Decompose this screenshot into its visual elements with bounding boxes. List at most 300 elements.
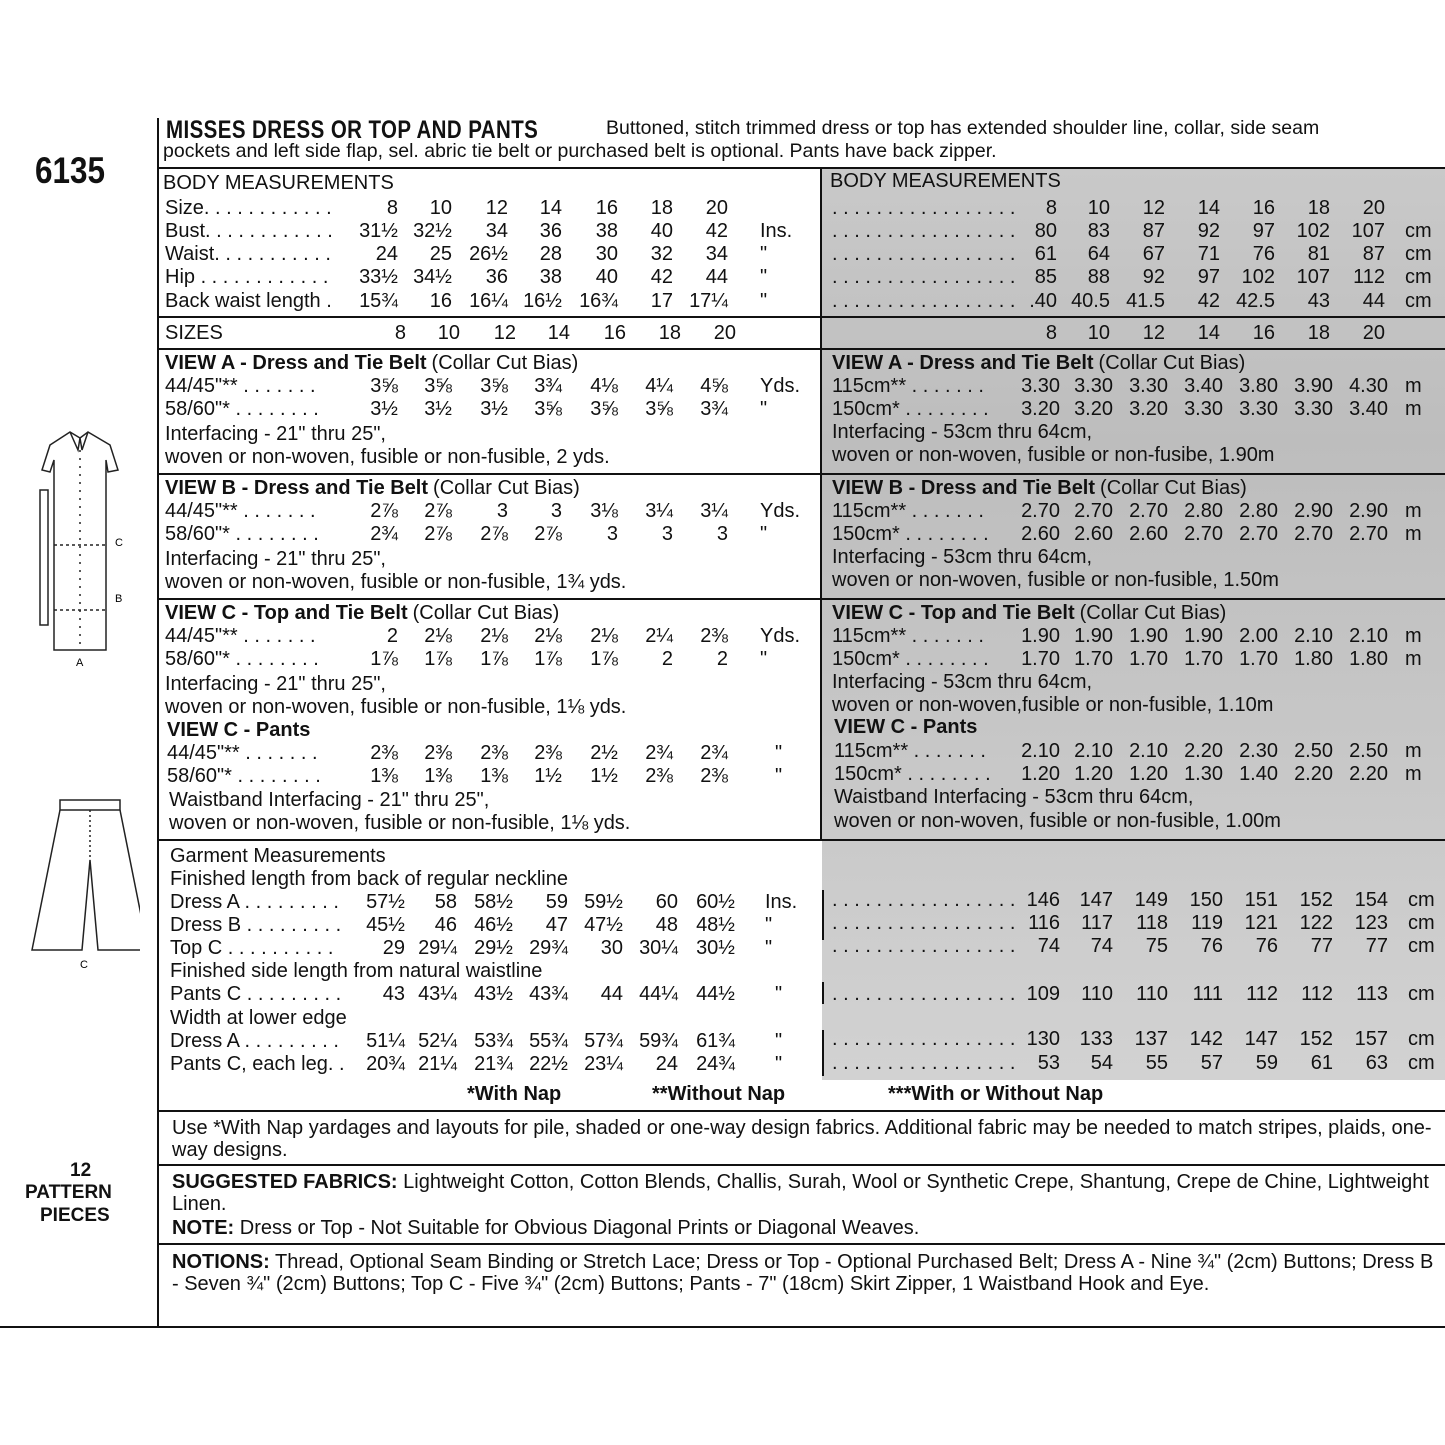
- garment-row-label: Top C . . . . . . . . . .: [170, 937, 334, 959]
- yardage-row-metric-value: 2.90: [1294, 500, 1333, 522]
- size-value: 14: [547, 322, 570, 344]
- yardage-row-unit: ": [775, 742, 783, 764]
- interfacing-note: Interfacing - 53cm thru 64cm,: [832, 421, 1093, 443]
- yardage-row-metric-value: 1.90: [1184, 625, 1223, 647]
- interfacing-note: Interfacing - 21" thru 25",: [165, 548, 386, 570]
- interfacing-detail: woven or non-woven, fusible or non-fusible, 1.50m: [832, 569, 1279, 591]
- yardage-row-metric-unit: m: [1405, 625, 1422, 647]
- body-row-value: 16: [429, 290, 452, 312]
- pattern-pieces-count: 12: [70, 1160, 92, 1181]
- yardage-row-value: 2¾: [700, 742, 728, 764]
- yardage-row-value: 2: [661, 648, 673, 670]
- description-line-1: Buttoned, stitch trimmed dress or top has extended shoulder line, collar, side seam: [606, 117, 1320, 139]
- sketch-label-c: C: [115, 537, 123, 549]
- size-value: 8: [1045, 322, 1057, 344]
- yardage-row-metric-value: 1.80: [1294, 648, 1333, 670]
- yardage-row-value: 2⅜: [370, 742, 398, 764]
- sketch-label-a: A: [76, 657, 84, 669]
- yardage-row-metric-value: 2.20: [1294, 763, 1333, 785]
- yardage-row-metric-label: 150cm* . . . . . . . .: [832, 648, 989, 670]
- body-row-metric-unit: cm: [1405, 220, 1432, 242]
- body-row-metric-value: 43: [1307, 290, 1330, 312]
- bracket-1: [822, 890, 824, 940]
- garment-row-unit: ": [775, 1030, 783, 1052]
- yardage-row-metric-label: 150cm* . . . . . . . .: [832, 523, 989, 545]
- yardage-row-metric-value: 2.10: [1349, 625, 1388, 647]
- yardage-row-value: 3½: [370, 398, 398, 420]
- body-row-unit: Ins.: [760, 220, 793, 242]
- yardage-row-metric-value: 2.70: [1129, 500, 1168, 522]
- view-title: [834, 716, 977, 739]
- interfacing-note: Waistband Interfacing - 21" thru 25",: [169, 789, 490, 811]
- yardage-row-value: 1⅞: [424, 648, 452, 670]
- yardage-row-value: 3⅝: [534, 398, 562, 420]
- yardage-row-value: 2¼: [645, 625, 673, 647]
- garment-row-value: 30½: [696, 937, 735, 959]
- view-title-bold: VIEW C - Pants: [834, 716, 978, 738]
- body-row-metric-value: 10: [1087, 197, 1110, 219]
- yardage-row-value: 2⅜: [534, 742, 562, 764]
- view-title-bold: VIEW A - Dress and Tie Belt: [165, 352, 427, 374]
- suggested-fabrics: [172, 1171, 1440, 1215]
- yardage-row-metric-value: 2.20: [1184, 740, 1223, 762]
- yardage-row-metric-value: 2.70: [1021, 500, 1060, 522]
- dot-leader: . . . . . . . . . . . . . . . . .: [832, 983, 1016, 1005]
- body-row-metric-value: 44: [1362, 290, 1385, 312]
- garment-row-metric-value: 121: [1244, 912, 1278, 934]
- body-row-metric-value: 87: [1142, 220, 1165, 242]
- yardage-row-metric-value: 2.70: [1074, 500, 1113, 522]
- body-row-value: 40: [595, 266, 618, 288]
- garment-row-metric-value: 76: [1255, 935, 1278, 957]
- body-row-value: 32½: [413, 220, 452, 242]
- garment-row-metric-value: 109: [1026, 983, 1060, 1005]
- yardage-row-value: 2⅜: [700, 765, 728, 787]
- body-row-unit: ": [760, 266, 768, 288]
- body-row-label: Size. . . . . . . . . . . .: [165, 197, 332, 219]
- note-label: NOTE:: [172, 1217, 235, 1239]
- yardage-row-label: 58/60"* . . . . . . . .: [165, 523, 319, 545]
- yardage-row-unit: Yds.: [760, 500, 801, 522]
- yardage-row-value: 1½: [534, 765, 562, 787]
- body-row-label: Back waist length .: [165, 290, 332, 312]
- yardage-row-label: 58/60"* . . . . . . . .: [167, 765, 321, 787]
- yardage-row-unit: ": [760, 523, 768, 545]
- garment-row-metric-value: 74: [1090, 935, 1113, 957]
- body-row-value: 38: [595, 220, 618, 242]
- garment-row-metric-value: 151: [1244, 889, 1278, 911]
- yardage-row-value: 3: [550, 500, 562, 522]
- body-row-metric-value: 41.5: [1126, 290, 1165, 312]
- yardage-row-metric-value: 1.70: [1239, 648, 1278, 670]
- body-row-metric-value: 97: [1252, 220, 1275, 242]
- body-row-value: 34: [705, 243, 728, 265]
- view-title: [167, 719, 310, 742]
- rule-nap-note: [158, 1110, 1445, 1112]
- garment-row-metric-unit: cm: [1408, 912, 1435, 934]
- garment-row-metric-value: 157: [1354, 1028, 1388, 1050]
- yardage-row-metric-value: 3.20: [1021, 398, 1060, 420]
- rule-view-b: [158, 473, 1445, 475]
- yardage-row-metric-value: 1.90: [1129, 625, 1168, 647]
- body-row-metric-value: 83: [1087, 220, 1110, 242]
- garment-row-metric-value: 117: [1081, 912, 1113, 934]
- garment-row-value: 43¼: [418, 983, 457, 1005]
- interfacing-note: Waistband Interfacing - 53cm thru 64cm,: [834, 786, 1194, 808]
- yardage-row-value: 2⅞: [480, 523, 508, 545]
- yardage-row-metric-value: 1.30: [1184, 763, 1223, 785]
- body-row-value: 33½: [359, 266, 398, 288]
- yardage-row-value: 3¾: [700, 398, 728, 420]
- yardage-row-metric-value: 2.80: [1239, 500, 1278, 522]
- yardage-row-metric-unit: m: [1405, 500, 1422, 522]
- garment-row-label: Dress B . . . . . . . . .: [170, 914, 342, 936]
- yardage-row-metric-value: 1.90: [1074, 625, 1113, 647]
- interfacing-detail: woven or non-woven, fusible or non-fusible, 1⅛ yds.: [165, 696, 627, 718]
- bracket-3: [822, 1030, 824, 1076]
- yardage-row-metric-value: 3.90: [1294, 375, 1333, 397]
- yardage-row-value: 3: [496, 500, 508, 522]
- garment-row-value: 55¾: [529, 1030, 568, 1052]
- size-value: 10: [1087, 322, 1110, 344]
- yardage-row-value: 3⅝: [645, 398, 673, 420]
- yardage-row-metric-label: 115cm** . . . . . . .: [832, 375, 984, 397]
- garment-row-metric-value: 137: [1134, 1028, 1168, 1050]
- body-row-label: Hip . . . . . . . . . . . .: [165, 266, 329, 288]
- view-title-bold: VIEW C - Pants: [167, 719, 311, 741]
- legend-with-or-without-nap: ***With or Without Nap: [888, 1083, 1104, 1105]
- yardage-row-label: 44/45"** . . . . . . .: [165, 375, 316, 397]
- body-row-metric-value: 61: [1034, 243, 1057, 265]
- size-value: 20: [1362, 322, 1385, 344]
- yardage-row-label: 58/60"* . . . . . . . .: [165, 648, 319, 670]
- garment-row-metric-unit: cm: [1408, 983, 1435, 1005]
- body-row-metric-value: 18: [1307, 197, 1330, 219]
- interfacing-detail: woven or non-woven, fusible or non-fusible, 2 yds.: [165, 446, 610, 468]
- yardage-row-value: 2¾: [370, 523, 398, 545]
- garment-row-unit: ": [775, 1053, 783, 1075]
- yardage-row-metric-value: 2.60: [1074, 523, 1113, 545]
- body-row-value: 17¼: [689, 290, 728, 312]
- body-row-value: 10: [429, 197, 452, 219]
- yardage-row-value: 2⅞: [424, 500, 452, 522]
- garment-row-value: 48: [655, 914, 678, 936]
- body-row-metric-value: 80: [1034, 220, 1057, 242]
- yardage-row-metric-unit: m: [1405, 375, 1422, 397]
- body-row-value: 36: [485, 266, 508, 288]
- view-title: [832, 477, 1247, 500]
- rule-notions: [158, 1243, 1445, 1245]
- view-subtitle: (Collar Cut Bias): [1098, 352, 1246, 374]
- yardage-row-metric-label: 115cm** . . . . . . .: [832, 625, 984, 647]
- yardage-row-metric-value: 2.90: [1349, 500, 1388, 522]
- yardage-row-unit: Yds.: [760, 375, 801, 397]
- garment-row-metric-value: 74: [1037, 935, 1060, 957]
- garment-row-metric-value: 61: [1310, 1052, 1333, 1074]
- body-row-value: 28: [539, 243, 562, 265]
- yardage-row-metric-unit: m: [1405, 763, 1422, 785]
- garment-row-value: 43: [382, 983, 405, 1005]
- dress-sketch: [20, 410, 140, 680]
- body-row-metric-value: 42.5: [1236, 290, 1275, 312]
- garment-row-value: 43½: [474, 983, 513, 1005]
- view-title: [165, 602, 559, 625]
- view-subtitle: (Collar Cut Bias): [1079, 602, 1227, 624]
- garment-row-metric-value: 116: [1028, 912, 1060, 934]
- garment-row-metric-value: 146: [1026, 889, 1060, 911]
- interfacing-detail: woven or non-woven, fusible or non-fusible, 1.00m: [834, 810, 1281, 832]
- garment-row-metric-unit: cm: [1408, 1028, 1435, 1050]
- yardage-row-metric-value: 1.20: [1021, 763, 1060, 785]
- yardage-row-label: 58/60"* . . . . . . . .: [165, 398, 319, 420]
- rule-sizes: [158, 316, 1445, 318]
- yardage-row-metric-value: 2.70: [1239, 523, 1278, 545]
- bracket-2: [822, 982, 824, 1004]
- body-row-metric-value: 81: [1307, 243, 1330, 265]
- size-value: 8: [394, 322, 406, 344]
- finished-side: Finished side length from natural waistline: [170, 960, 543, 982]
- yardage-row-value: 2⅛: [590, 625, 618, 647]
- garment-row-metric-value: 77: [1310, 935, 1333, 957]
- yardage-row-value: 3: [606, 523, 618, 545]
- garment-row-value: 58: [434, 891, 457, 913]
- garment-row-metric-value: 76: [1200, 935, 1223, 957]
- size-value: 12: [1142, 322, 1165, 344]
- yardage-row-value: 2⅜: [424, 742, 452, 764]
- garment-row-metric-value: 149: [1134, 889, 1168, 911]
- body-row-value: 14: [539, 197, 562, 219]
- note: [172, 1217, 1440, 1239]
- yardage-row-metric-value: 3.40: [1184, 375, 1223, 397]
- yardage-row-metric-value: 1.90: [1021, 625, 1060, 647]
- garment-row-value: 48½: [696, 914, 735, 936]
- yardage-row-value: 3⅝: [590, 398, 618, 420]
- yardage-row-metric-value: 3.30: [1074, 375, 1113, 397]
- garment-row-metric-value: 63: [1365, 1052, 1388, 1074]
- interfacing-detail: woven or non-woven, fusible or non-fusibe, 1.90m: [832, 444, 1275, 466]
- body-row-metric-value: 8: [1045, 197, 1057, 219]
- yardage-row-value: 2¾: [645, 742, 673, 764]
- size-value: 16: [1252, 322, 1275, 344]
- body-row-metric-value: 92: [1197, 220, 1220, 242]
- interfacing-note: Interfacing - 53cm thru 64cm,: [832, 546, 1093, 568]
- garment-row-metric-value: 112: [1246, 983, 1278, 1005]
- yardage-row-metric-value: 2.70: [1349, 523, 1388, 545]
- yardage-row-metric-value: 2.70: [1294, 523, 1333, 545]
- yardage-row-metric-value: 2.30: [1239, 740, 1278, 762]
- notions: [172, 1251, 1440, 1295]
- yardage-row-value: 3½: [480, 398, 508, 420]
- yardage-row-value: 1⅜: [424, 765, 452, 787]
- sketch-label-b: B: [115, 593, 123, 605]
- body-row-metric-value: 88: [1087, 266, 1110, 288]
- view-title-bold: VIEW C - Top and Tie Belt: [832, 602, 1075, 624]
- yardage-row-unit: ": [775, 765, 783, 787]
- yardage-row-value: 4⅝: [700, 375, 728, 397]
- size-value: 18: [658, 322, 681, 344]
- legend-with-nap: *With Nap: [467, 1083, 562, 1105]
- view-title-bold: VIEW B - Dress and Tie Belt: [832, 477, 1096, 499]
- nap-note: Use *With Nap yardages and layouts for pile, shaded or one-way design fabrics. Additional fabric may be needed to match stripes, plaids, one-way designs.: [172, 1117, 1432, 1161]
- column-divider: [820, 168, 822, 840]
- yardage-row-metric-value: 1.70: [1129, 648, 1168, 670]
- yardage-row-metric-value: 2.50: [1294, 740, 1333, 762]
- width-lower-edge: Width at lower edge: [170, 1007, 347, 1029]
- garment-row-value: 58½: [474, 891, 513, 913]
- rule-garment: [158, 839, 1445, 841]
- yardage-row-unit: ": [760, 398, 768, 420]
- yardage-row-metric-value: 3.30: [1129, 375, 1168, 397]
- yardage-row-value: 2⅞: [370, 500, 398, 522]
- dot-leader: . . . . . . . . . . . . . . . . .: [832, 243, 1016, 265]
- garment-row-value: 21¾: [474, 1053, 513, 1075]
- dot-leader: . . . . . . . . . . . . . . . . .: [832, 912, 1016, 934]
- view-title-bold: VIEW B - Dress and Tie Belt: [165, 477, 429, 499]
- yardage-row-value: 3⅝: [370, 375, 398, 397]
- garment-row-metric-value: 152: [1299, 889, 1333, 911]
- fabrics-label: SUGGESTED FABRICS:: [172, 1171, 398, 1193]
- yardage-row-metric-unit: m: [1405, 398, 1422, 420]
- garment-row-value: 21¼: [418, 1053, 457, 1075]
- body-row-metric-value: 42: [1197, 290, 1220, 312]
- garment-row-value: 46: [434, 914, 457, 936]
- left-border: [157, 118, 159, 1326]
- body-row-metric-value: 16: [1252, 197, 1275, 219]
- garment-row-metric-value: 54: [1090, 1052, 1113, 1074]
- dot-leader: . . . . . . . . . . . . . . . . .: [832, 290, 1016, 312]
- body-row-metric-value: 12: [1142, 197, 1165, 219]
- view-title: [165, 352, 578, 375]
- yardage-row-metric-value: 1.20: [1129, 763, 1168, 785]
- garment-row-value: 43¾: [529, 983, 568, 1005]
- yardage-row-value: 1⅞: [370, 648, 398, 670]
- body-row-unit: ": [760, 290, 768, 312]
- body-row-value: 24: [375, 243, 398, 265]
- body-row-label: Bust. . . . . . . . . . . .: [165, 220, 333, 242]
- top-rule: [158, 167, 1445, 169]
- body-row-value: 34½: [413, 266, 452, 288]
- garment-row-value: 59½: [584, 891, 623, 913]
- body-row-value: 40: [650, 220, 673, 242]
- rule-view-c: [158, 598, 1445, 600]
- body-row-metric-unit: cm: [1405, 266, 1432, 288]
- yardage-row-metric-value: 1.80: [1349, 648, 1388, 670]
- body-row-metric-value: 76: [1252, 243, 1275, 265]
- yardage-row-value: 3: [661, 523, 673, 545]
- garment-row-metric-value: 150: [1189, 889, 1223, 911]
- yardage-row-metric-value: 3.20: [1129, 398, 1168, 420]
- yardage-row-metric-value: 1.40: [1239, 763, 1278, 785]
- body-row-metric-unit: cm: [1405, 290, 1432, 312]
- sketch-label-pants-c: C: [80, 959, 88, 971]
- yardage-row-metric-value: 2.70: [1184, 523, 1223, 545]
- yardage-row-metric-value: 2.00: [1239, 625, 1278, 647]
- garment-row-value: 51¼: [366, 1030, 405, 1052]
- body-row-value: 15¾: [359, 290, 398, 312]
- yardage-row-metric-value: 3.30: [1184, 398, 1223, 420]
- garment-row-metric-unit: cm: [1408, 1052, 1435, 1074]
- view-title-bold: VIEW A - Dress and Tie Belt: [832, 352, 1094, 374]
- pattern-number: 6135: [35, 150, 105, 191]
- garment-row-value: 47: [545, 914, 568, 936]
- body-row-value: 38: [539, 266, 562, 288]
- garment-row-metric-value: 77: [1365, 935, 1388, 957]
- body-row-metric-value: .40: [1029, 290, 1057, 312]
- yardage-row-metric-unit: m: [1405, 740, 1422, 762]
- yardage-row-metric-value: 1.70: [1184, 648, 1223, 670]
- garment-row-metric-value: 119: [1191, 912, 1223, 934]
- body-row-metric-value: 92: [1142, 266, 1165, 288]
- yardage-row-value: 3¼: [700, 500, 728, 522]
- notions-text: Thread, Optional Seam Binding or Stretch Lace; Dress or Top - Optional Purchased Belt; Dress A - Nine ¾" (2cm) Buttons; Dress B - Seven ¾" (2cm) Buttons; Top C - Five ¾" (2cm) Buttons; Pants - 7" (18cm) Skirt Zipper, 1 Waistband Hook and Eye.: [172, 1251, 1434, 1295]
- garment-row-value: 30¼: [639, 937, 678, 959]
- bottom-rule: [0, 1326, 1445, 1328]
- yardage-row-value: 2⅜: [700, 625, 728, 647]
- interfacing-detail: woven or non-woven, fusible or non-fusible, 1¾ yds.: [165, 571, 627, 593]
- garment-row-value: 53¾: [474, 1030, 513, 1052]
- size-value: 20: [713, 322, 736, 344]
- body-row-label: Waist. . . . . . . . . . .: [165, 243, 331, 265]
- garment-row-metric-value: 142: [1189, 1028, 1223, 1050]
- body-row-metric-value: 85: [1034, 266, 1057, 288]
- size-value: 10: [437, 322, 460, 344]
- yardage-row-metric-value: 2.60: [1129, 523, 1168, 545]
- body-row-value: 12: [485, 197, 508, 219]
- body-row-value: 25: [429, 243, 452, 265]
- garment-row-metric-value: 118: [1136, 912, 1168, 934]
- legend-without-nap: **Without Nap: [652, 1083, 786, 1105]
- interfacing-detail: woven or non-woven, fusible or non-fusible, 1⅛ yds.: [169, 812, 631, 834]
- yardage-row-value: 4⅛: [590, 375, 618, 397]
- yardage-row-metric-value: 3.30: [1021, 375, 1060, 397]
- yardage-row-value: 3⅝: [480, 375, 508, 397]
- body-measurements-heading: BODY MEASUREMENTS: [163, 172, 394, 194]
- yardage-row-value: 1⅜: [370, 765, 398, 787]
- garment-measurements-heading: Garment Measurements: [170, 845, 386, 867]
- interfacing-note: Interfacing - 53cm thru 64cm,: [832, 671, 1093, 693]
- yardage-row-value: 2⅛: [424, 625, 452, 647]
- garment-row-label: Dress A . . . . . . . . .: [170, 891, 339, 913]
- body-row-metric-value: 102: [1296, 220, 1330, 242]
- garment-row-value: 60: [655, 891, 678, 913]
- garment-row-value: 24: [655, 1053, 678, 1075]
- yardage-row-metric-label: 115cm** . . . . . . .: [832, 500, 984, 522]
- garment-row-value: 29¼: [418, 937, 457, 959]
- body-measurements-heading: BODY MEASUREMENTS: [830, 170, 1061, 192]
- garment-row-value: 29½: [474, 937, 513, 959]
- garment-row-metric-unit: cm: [1408, 889, 1435, 911]
- yardage-row-metric-value: 4.30: [1349, 375, 1388, 397]
- body-row-metric-value: 107: [1296, 266, 1330, 288]
- yardage-row-value: 1½: [590, 765, 618, 787]
- garment-row-metric-value: 110: [1081, 983, 1113, 1005]
- body-row-metric-value: 64: [1087, 243, 1110, 265]
- garment-row-value: 44¼: [639, 983, 678, 1005]
- garment-row-label: Pants C, each leg. .: [170, 1053, 345, 1075]
- dot-leader: . . . . . . . . . . . . . . . . .: [832, 1028, 1016, 1050]
- yardage-row-metric-value: 2.20: [1349, 763, 1388, 785]
- garment-row-unit: Ins.: [765, 891, 798, 913]
- garment-row-value: 47½: [584, 914, 623, 936]
- garment-row-metric-value: 122: [1299, 912, 1333, 934]
- yardage-row-value: 3½: [424, 398, 452, 420]
- garment-row-metric-value: 133: [1079, 1028, 1113, 1050]
- pattern-pieces-label-1: PATTERN: [25, 1182, 112, 1203]
- garment-row-metric-value: 112: [1301, 983, 1333, 1005]
- garment-row-value: 59¾: [639, 1030, 678, 1052]
- garment-row-value: 23¼: [584, 1053, 623, 1075]
- body-row-value: 20: [705, 197, 728, 219]
